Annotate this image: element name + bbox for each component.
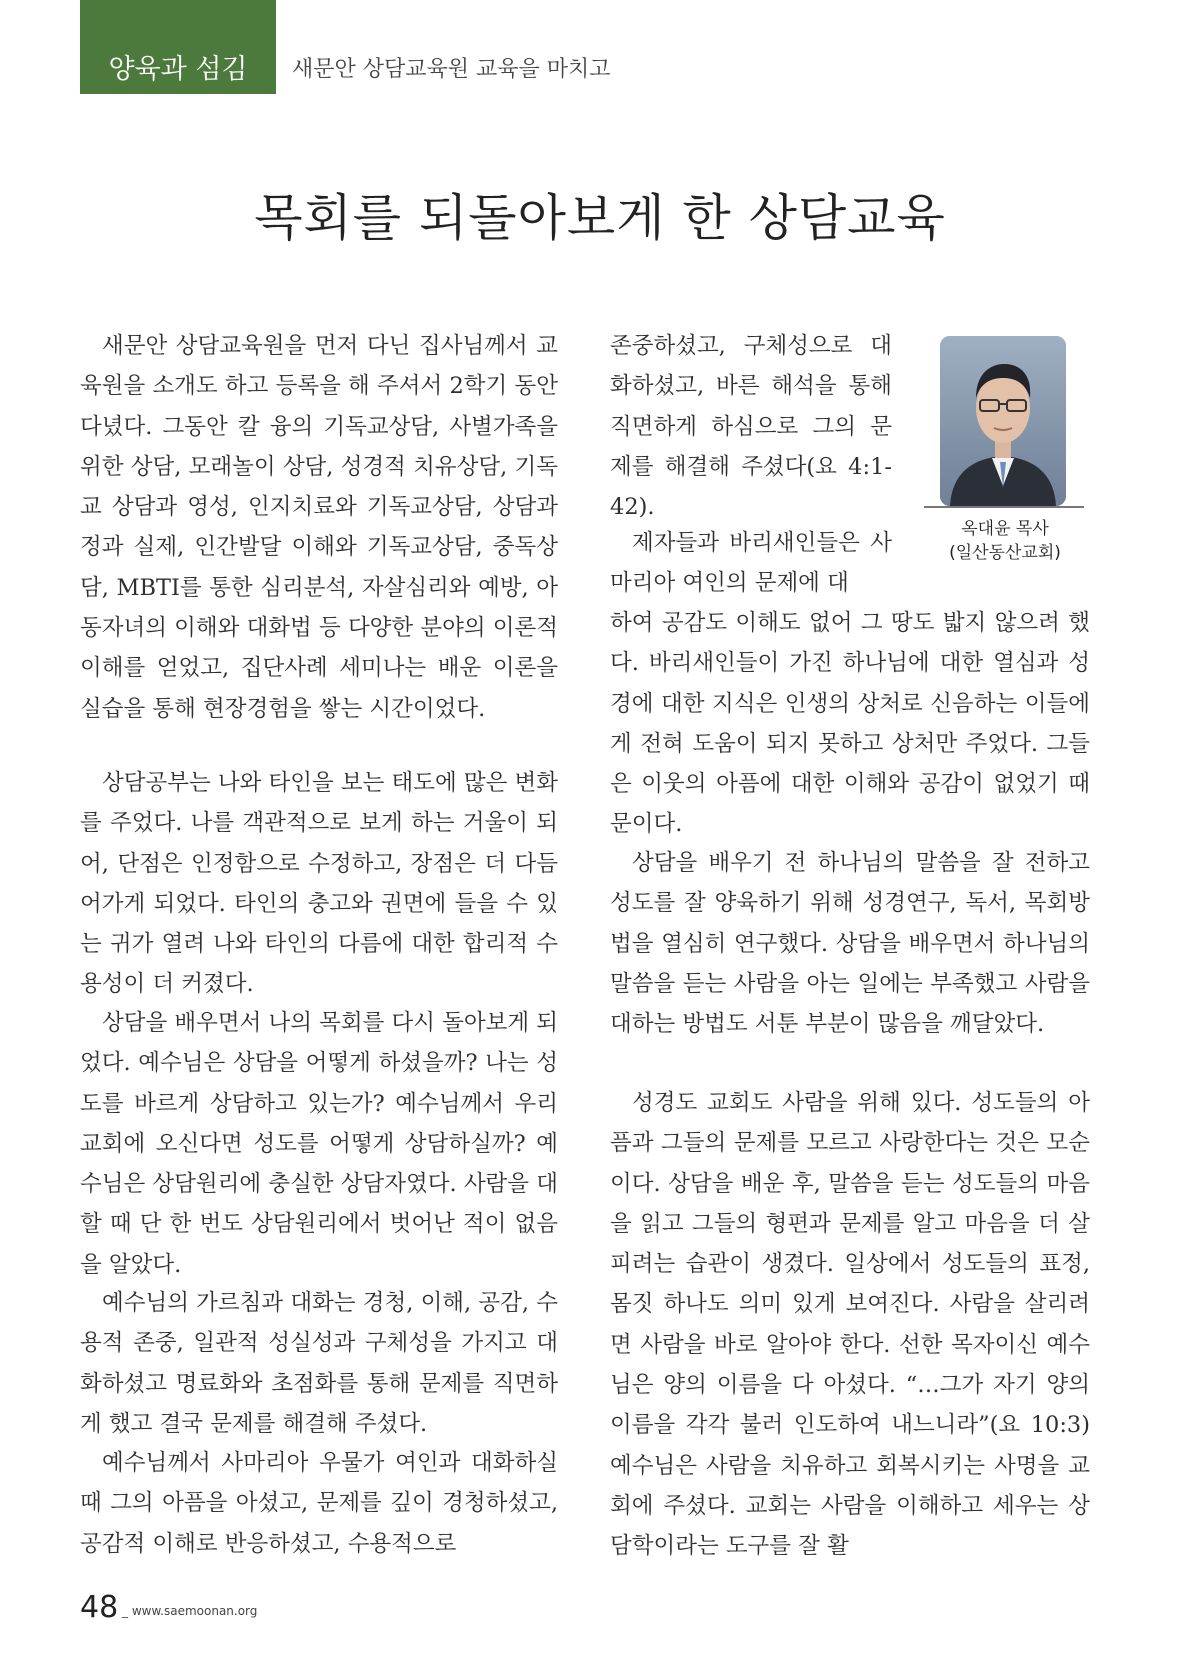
paragraph: 예수님의 가르침과 대화는 경청, 이해, 공감, 수용적 존중, 일관적 성실성과 구체성을 가지고 대화하셨고 명료화와 초점화를 통해 문제를 직면하게 했고 결국 문제를 해결해 주셨다. (80, 1290, 558, 1437)
author-church: (일산동산교회) (949, 543, 1061, 563)
author-name: 옥대윤 목사 (961, 519, 1049, 539)
paragraph: 새문안 상담교육원을 먼저 다닌 집사님께서 교육원을 소개도 하고 등록을 해 주셔서 2학기 동안 다녔다. 그동안 칼 융의 기독교상담, 사별가족을 위한 상담, 모래놀이 상담, 성경적 치유상담, 기독교 상담과 영성, 인지치료와 기독교상담, 상담과정과 실제, 인간발달 이해와 기독교상담, 중독상담, MBTI를 통한 심리분석, 자살심리와 예방, 아동자녀의 이해와 대화법 등 다양한 분야의 이론적 이해를 얻었고, 집단사례 세미나는 배운 이론을 실습을 통해 현장경험을 쌓는 시간이었다. (80, 333, 558, 722)
paragraph: 제자들과 바리새인들은 사마리아 여인의 문제에 대 (610, 530, 892, 597)
paragraph: 성경도 교회도 사람을 위해 있다. 성도들의 아픔과 그들의 문제를 모르고 사랑한다는 것은 모순이다. 상담을 배운 후, 말씀을 듣는 성도들의 마음을 읽고 그들의 형편과 문제를 알고 마음을 더 살피려는 습관이 생겼다. 일상에서 성도들의 표정, 몸짓 하나도 의미 있게 보여진다. 사람을 살리려면 사람을 바로 알아야 한다. 선한 목자이신 예수님은 양의 이름을 다 아셨다. “…그가 자기 양의 이름을 각각 불러 인도하여 내느니라”(요 10:3) 예수님은 사람을 치유하고 회복시키는 사명을 교회에 주셨다. 교회는 사람을 이해하고 세우는 상담학이라는 도구를 잘 활 (610, 1090, 1090, 1560)
portrait-illustration (940, 336, 1066, 506)
paragraph: 상담을 배우기 전 하나님의 말씀을 잘 전하고 성도를 잘 양육하기 위해 성경연구, 독서, 목회방법을 열심히 연구했다. 상담을 배우면서 하나님의 말씀을 듣는 사람을 아는 일에는 부족했고 사람을 대하는 방법도 서툰 부분이 많음을 깨달았다. (610, 850, 1090, 1038)
paragraph: 상담공부는 나와 타인을 보는 태도에 많은 변화를 주었다. 나를 객관적으로 보게 하는 거울이 되어, 단점은 인정함으로 수정하고, 장점은 더 다듬어가게 되었다. 타인의 충고와 권면에 들을 수 있는 귀가 열려 나와 타인의 다름에 대한 합리적 수용성이 더 커졌다. (80, 770, 558, 998)
paragraph: 예수님께서 사마리아 우물가 여인과 대화하실 때 그의 아픔을 아셨고, 문제를 깊이 경청하셨고, 공감적 이해로 반응하셨고, 수용적으로 (80, 1450, 558, 1557)
paragraph: 상담을 배우면서 나의 목회를 다시 돌아보게 되었다. 예수님은 상담을 어떻게 하셨을까? 나는 성도를 바르게 상담하고 있는가? 예수님께서 우리 교회에 오신다면 성도를 어떻게 상담하실까? 예수님은 상담원리에 충실한 상담자였다. 사람을 대할 때 단 한 번도 상담원리에서 벗어난 적이 없음을 알았다. (80, 1010, 558, 1278)
footer-url: _ www.saemoonan.org (122, 1604, 258, 1618)
photo-divider (924, 506, 1084, 508)
paragraph: 존중하셨고, 구체성으로 대화하셨고, 바른 해석을 통해 직면하게 하심으로 그의 문제를 해결해 주셨다(요 4:1-42). (610, 333, 892, 521)
section-label: 양육과 섬김 (108, 54, 248, 85)
section-subtitle: 새문안 상담교육원 교육을 마치고 (292, 57, 611, 82)
author-photo (940, 336, 1066, 506)
article-title: 목회를 되돌아보게 한 상담교육 (254, 189, 946, 247)
section-tag (80, 0, 276, 94)
page-number: 48 (80, 1590, 119, 1625)
paragraph: 하여 공감도 이해도 없어 그 땅도 밟지 않으려 했다. 바리새인들이 가진 하나님에 대한 열심과 성경에 대한 지식은 인생의 상처로 신음하는 이들에게 전혀 도움이 되지 못하고 상처만 주었다. 그들은 이웃의 아픔에 대한 이해와 공감이 없었기 때문이다. (610, 610, 1090, 838)
